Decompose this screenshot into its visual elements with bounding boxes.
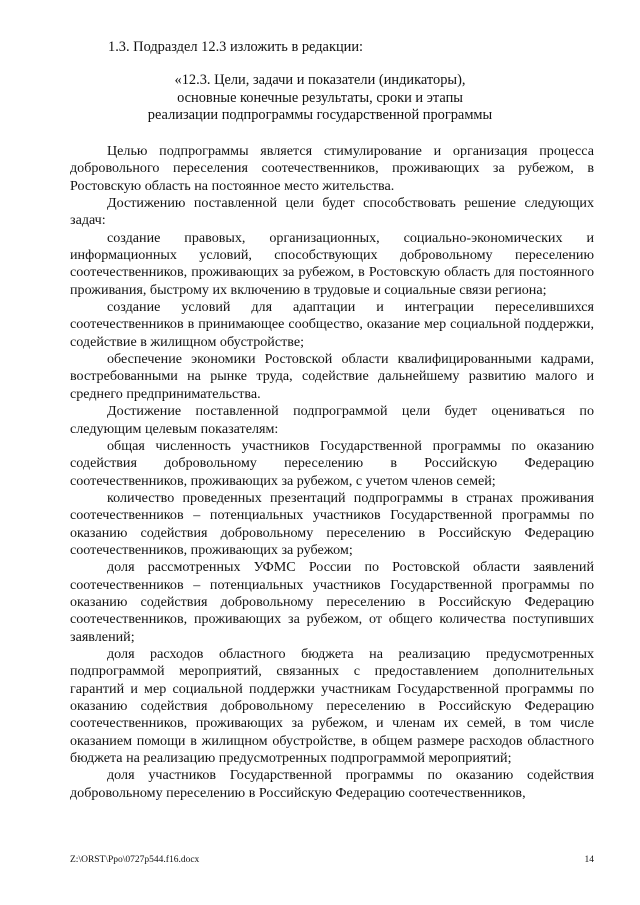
paragraph-tasks-intro: Достижению поставленной цели будет способствовать решение следующих задач: xyxy=(70,195,594,229)
paragraph-task-1: создание правовых, организационных, социально-экономических и информационных условий, способствующих добровольному переселению соотечественников, проживающих за рубежом, в Ростовскую область для постоянного проживания, быстрому их включению в трудовые и социальные связи региона; xyxy=(70,229,594,298)
intro-line: 1.3. Подраздел 12.3 изложить в редакции: xyxy=(108,39,364,55)
section-heading xyxy=(90,72,550,125)
paragraph-indicator-4: доля расходов областного бюджета на реализацию предусмотренных подпрограммой мероприятий, связанных с предоставлением дополнительных гарантий и мер социальной поддержки участникам Государственной программы по оказанию содействия добровольному переселению в Российскую Федерацию соотечественников, проживающих за рубежом, и членам их семей, в том числе оказанием помощи в жилищном обустройстве, в общем размере расходов областного бюджета на реализацию предусмотренных подпрограммой мероприятий; xyxy=(70,645,594,767)
section-heading-line: «12.3. Цели, задачи и показатели (индикаторы), xyxy=(174,72,466,88)
paragraph-indicator-1: общая численность участников Государственной программы по оказанию содействия добровольному переселению в Российскую Федерацию соотечественников, проживающих за рубежом, с учетом членов семей; xyxy=(70,437,594,489)
paragraph-indicator-2: количество проведенных презентаций подпрограммы в странах проживания соотечественников – потенциальных участников Государственной программы по оказанию содействия добровольному переселению в Российскую Федерацию соотечественников, проживающих за рубежом; xyxy=(70,489,594,558)
paragraph-indicator-5: доля участников Государственной программы по оказанию содействия добровольному переселению в Российскую Федерацию соотечественников, xyxy=(70,767,594,801)
section-heading-line: реализации подпрограммы государственной программы xyxy=(147,107,493,124)
body-text xyxy=(70,143,594,802)
paragraph-task-3: обеспечение экономики Ростовской области квалифицированными кадрами, востребованными на рынке труда, содействие дальнейшему развитию малого и среднего предпринимательства. xyxy=(70,351,594,402)
paragraph-indicators-intro: Достижение поставленной подпрограммой цели будет оцениваться по следующим целевым показателям: xyxy=(70,403,594,437)
paragraph-task-2: создание условий для адаптации и интеграции переселившихся соотечественников в принимающее сообщество, оказание мер социальной поддержки, содействие в жилищном обустройстве; xyxy=(70,299,594,350)
paragraph-goal: Целью подпрограммы является стимулирование и организация процесса добровольного переселения соотечественников, проживающих за рубежом, в Ростовскую область на постоянное место жительства. xyxy=(70,143,594,194)
page-number: 14 xyxy=(584,855,594,865)
footer-file-path: Z:\ORST\Ppo\0727p544.f16.docx xyxy=(70,855,200,865)
section-heading-line: основные конечные результаты, сроки и этапы xyxy=(177,89,463,106)
paragraph-indicator-3: доля рассмотренных УФМС России по Ростовской области заявлений соотечественников – потенциальных участников Государственной программы по оказанию содействия добровольному переселению в Российскую Федерацию соотечественников, проживающих за рубежом, от общего количества поступивших заявлений; xyxy=(70,559,594,645)
